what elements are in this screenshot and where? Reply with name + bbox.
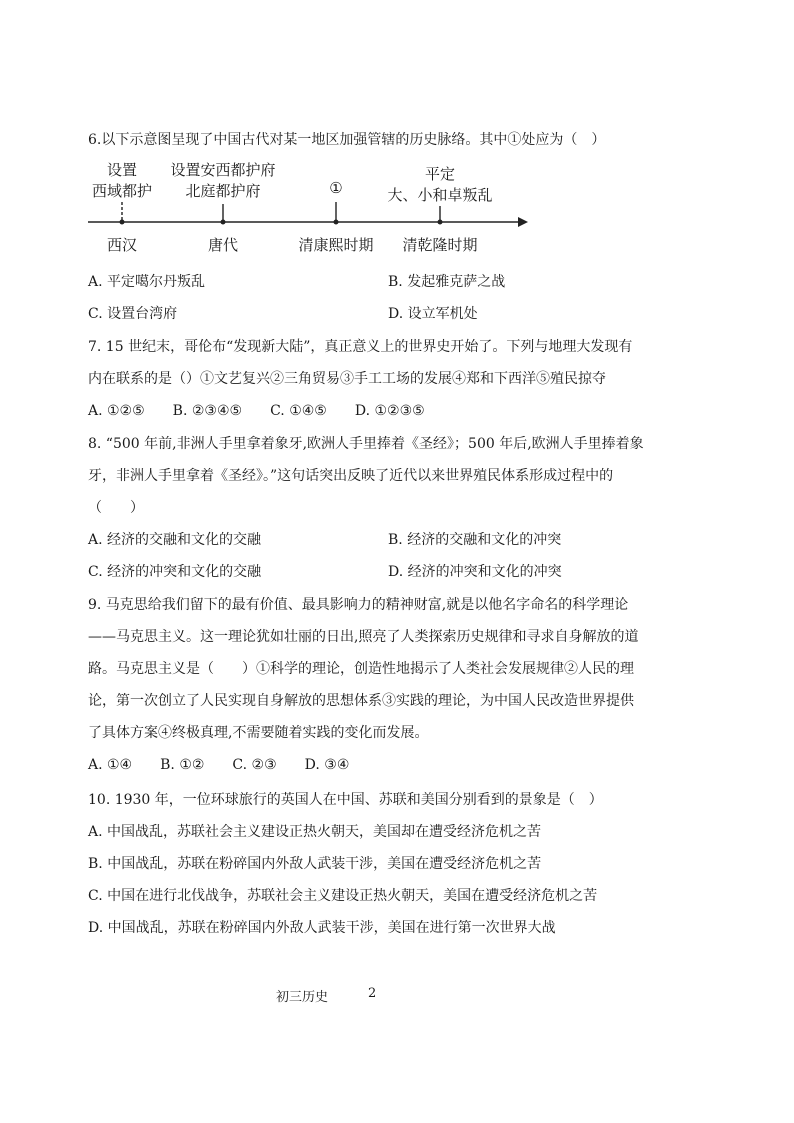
- timeline-event-1-bottom: 西域都护: [91, 182, 153, 200]
- timeline-event-2-bottom: 北庭都护府: [185, 182, 261, 200]
- options-row: [88, 266, 688, 298]
- option-d[interactable]: D. ①②③⑤: [354, 403, 425, 419]
- question-9: [88, 589, 688, 781]
- footer-subject: 初三历史: [276, 990, 329, 1005]
- question-10: [88, 784, 688, 944]
- timeline-event-3-dot: [334, 220, 339, 225]
- options-row: [88, 298, 688, 330]
- option-a[interactable]: A. ①④: [88, 757, 133, 773]
- option-b[interactable]: B. 经济的交融和文化的冲突: [388, 532, 562, 548]
- timeline-event-4-dot: [438, 220, 443, 225]
- option-c[interactable]: C. ①④⑤: [270, 403, 327, 419]
- option-b[interactable]: B. ①②: [160, 757, 205, 773]
- question-7-line-2: 内在联系的是（）①文艺复兴②三角贸易③手工工场的发展④郑和下西洋⑤殖民掠夺: [88, 371, 606, 387]
- page-footer: [0, 986, 794, 1006]
- options-row: [88, 556, 688, 588]
- timeline-event-4-bottom: 大、小和卓叛乱: [387, 186, 493, 204]
- timeline-event-1-top: 设置: [106, 161, 138, 179]
- timeline-event-1-period: 西汉: [106, 236, 138, 254]
- timeline-event-2-period: 唐代: [207, 236, 239, 254]
- question-8-line-2: 牙，非洲人手里拿着《圣经》。”这句话突出反映了近代以来世界殖民体系形成过程中的: [88, 468, 614, 484]
- timeline-arrow-icon: [518, 217, 528, 227]
- question-9-line-1: 9. 马克思给我们留下的最有价值、最具影响力的精神财富,就是以他名字命名的科学理论: [88, 597, 629, 613]
- question-8-line-1: 8. “500 年前,非洲人手里拿着象牙,欧洲人手里捧着《圣经》；500 年后,欧洲人手里捧着象: [88, 436, 644, 452]
- option-b[interactable]: B. 中国战乱，苏联在粉碎国内外敌人武装干涉，美国在遭受经济危机之苦: [88, 856, 542, 872]
- timeline-event-2-dot: [221, 220, 226, 225]
- option-d[interactable]: D. 设立军机处: [388, 306, 478, 322]
- question-8-line-3: （ ）: [88, 500, 144, 516]
- option-a[interactable]: A. 平定噶尔丹叛乱: [88, 274, 206, 290]
- option-d[interactable]: D. ③④: [304, 757, 350, 773]
- footer-page-number: 2: [368, 986, 377, 1001]
- question-8: [88, 428, 688, 588]
- option-a[interactable]: A. 经济的交融和文化的交融: [88, 532, 262, 548]
- options-row: [88, 524, 688, 556]
- timeline-event-1-dot: [120, 220, 125, 225]
- question-9-line-3: 路。马克思主义是（ ）①科学的理论，创造性地揭示了人类社会发展规律②人民的理: [88, 661, 634, 677]
- timeline-event-4-top: 平定: [424, 165, 456, 183]
- timeline-diagram: [88, 160, 528, 270]
- option-a[interactable]: A. 中国战乱，苏联社会主义建设正热火朝天，美国却在遭受经济危机之苦: [88, 824, 542, 840]
- option-c[interactable]: C. 设置台湾府: [88, 306, 178, 322]
- option-b[interactable]: B. 发起雅克萨之战: [388, 274, 506, 290]
- question-9-line-2: ——马克思主义。这一理论犹如壮丽的日出,照亮了人类探索历史规律和寻求自身解放的道: [88, 629, 639, 645]
- timeline-event-4-period: 清乾隆时期: [402, 236, 478, 254]
- timeline-event-3-marker: ①: [329, 179, 343, 197]
- option-c[interactable]: C. ②③: [232, 757, 277, 773]
- question-9-line-5: 了具体方案④终极真理,不需要随着实践的变化而发展。: [88, 725, 429, 741]
- option-b[interactable]: B. ②③④⑤: [172, 403, 243, 419]
- question-10-stem: 10. 1930 年，一位环球旅行的英国人在中国、苏联和美国分别看到的景象是（ ）: [88, 792, 603, 808]
- options-row: [88, 749, 688, 781]
- question-9-line-4: 论，第一次创立了人民实现自身解放的思想体系③实践的理论，为中国人民改造世界提供: [88, 693, 634, 709]
- question-6-stem: 6.以下示意图呈现了中国古代对某一地区加强管辖的历史脉络。其中①处应为（ ）: [88, 132, 606, 148]
- options-row: [88, 395, 688, 427]
- option-d[interactable]: D. 经济的冲突和文化的冲突: [388, 564, 562, 580]
- option-d[interactable]: D. 中国战乱，苏联在粉碎国内外敌人武装干涉，美国在进行第一次世界大战: [88, 920, 556, 936]
- question-6-options: [88, 266, 688, 330]
- option-a[interactable]: A. ①②⑤: [88, 403, 145, 419]
- timeline-event-2-top: 设置安西都护府: [170, 161, 276, 179]
- question-6: [88, 124, 688, 156]
- option-c[interactable]: C. 经济的冲突和文化的交融: [88, 564, 262, 580]
- question-7: [88, 331, 688, 427]
- timeline-event-3-period: 清康熙时期: [298, 236, 374, 254]
- option-c[interactable]: C. 中国在进行北伐战争，苏联社会主义建设正热火朝天，美国在遭受经济危机之苦: [88, 888, 598, 904]
- question-7-line-1: 7. 15 世纪末，哥伦布“发现新大陆”，真正意义上的世界史开始了。下列与地理大发现有: [88, 339, 633, 355]
